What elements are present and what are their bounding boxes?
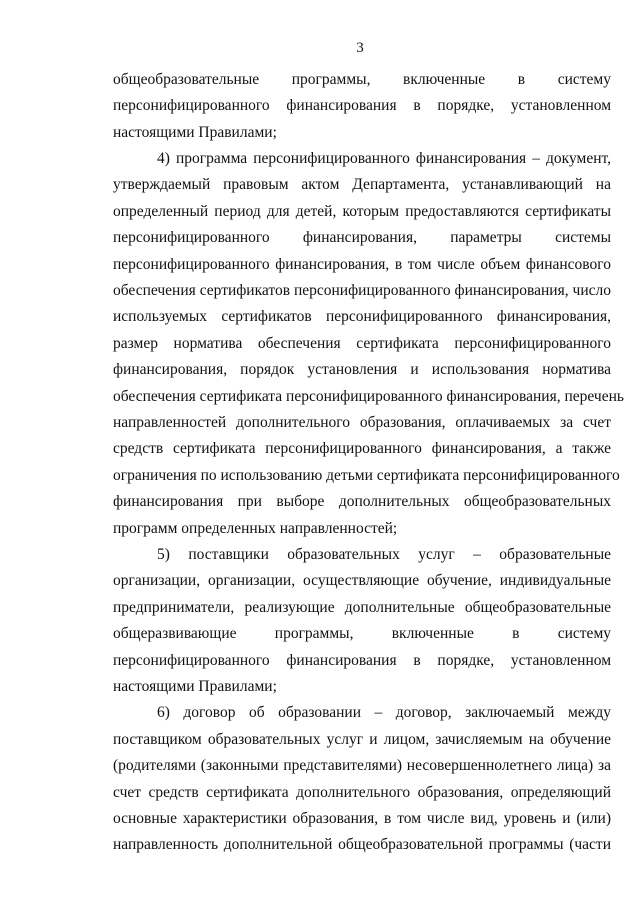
text-line: используемых сертификатов персонифицированного финансирования, (113, 308, 611, 325)
text-line: персонифицированного финансирования, в том числе объем финансового (113, 256, 611, 273)
text-line: организации, организации, осуществляющие обучение, индивидуальные (113, 572, 611, 589)
text-line: общеобразовательные программы, включенные в систему (113, 71, 611, 88)
text-line: 5) поставщики образовательных услуг – образовательные (157, 546, 611, 563)
text-line: направленность дополнительной общеобразовательной программы (части (113, 836, 611, 853)
text-line: утверждаемый правовым актом Департамента, устанавливающий на (113, 176, 611, 193)
text-line: определенный период для детей, которым предоставляются сертификаты (113, 203, 611, 220)
text-line: направленностей дополнительного образования, оплачиваемых за счет (113, 414, 611, 431)
text-line: средств сертификата персонифицированного финансирования, а также (113, 440, 611, 457)
text-line: обеспечения сертификата персонифицированного финансирования, перечень (113, 388, 624, 405)
text-line: 6) договор об образовании – договор, заключаемый между (157, 704, 611, 721)
text-line: счет средств сертификата дополнительного образования, определяющий (113, 784, 611, 801)
text-line: персонифицированного финансирования в порядке, установленном (113, 97, 611, 114)
text-line: поставщиком образовательных услуг и лицом, зачисляемым на обучение (113, 731, 611, 748)
text-line: персонифицированного финансирования, параметры системы (113, 229, 611, 246)
text-line: финансирования при выборе дополнительных общеобразовательных (113, 493, 611, 510)
text-line: программ определенных направленностей; (113, 520, 398, 537)
text-line: предприниматели, реализующие дополнительные общеобразовательные (113, 599, 611, 616)
text-line: настоящими Правилами; (113, 678, 277, 695)
text-line: обеспечения сертификатов персонифицированного финансирования, число (113, 282, 611, 299)
page-number: 3 (356, 40, 364, 56)
text-line: размер норматива обеспечения сертификата персонифицированного (113, 335, 611, 352)
text-line: (родителями (законными представителями) несовершеннолетнего лица) за (113, 757, 611, 774)
text-line: общеразвивающие программы, включенные в систему (113, 625, 611, 642)
text-line: финансирования, порядок установления и использования норматива (113, 361, 611, 378)
text-line: настоящими Правилами; (113, 124, 277, 141)
text-line: персонифицированного финансирования в порядке, установленном (113, 652, 611, 669)
text-line: ограничения по использованию детьми сертификата персонифицированного (113, 467, 620, 484)
text-line: основные характеристики образования, в том числе вид, уровень и (или) (113, 810, 611, 827)
text-line: 4) программа персонифицированного финансирования – документ, (157, 150, 611, 167)
